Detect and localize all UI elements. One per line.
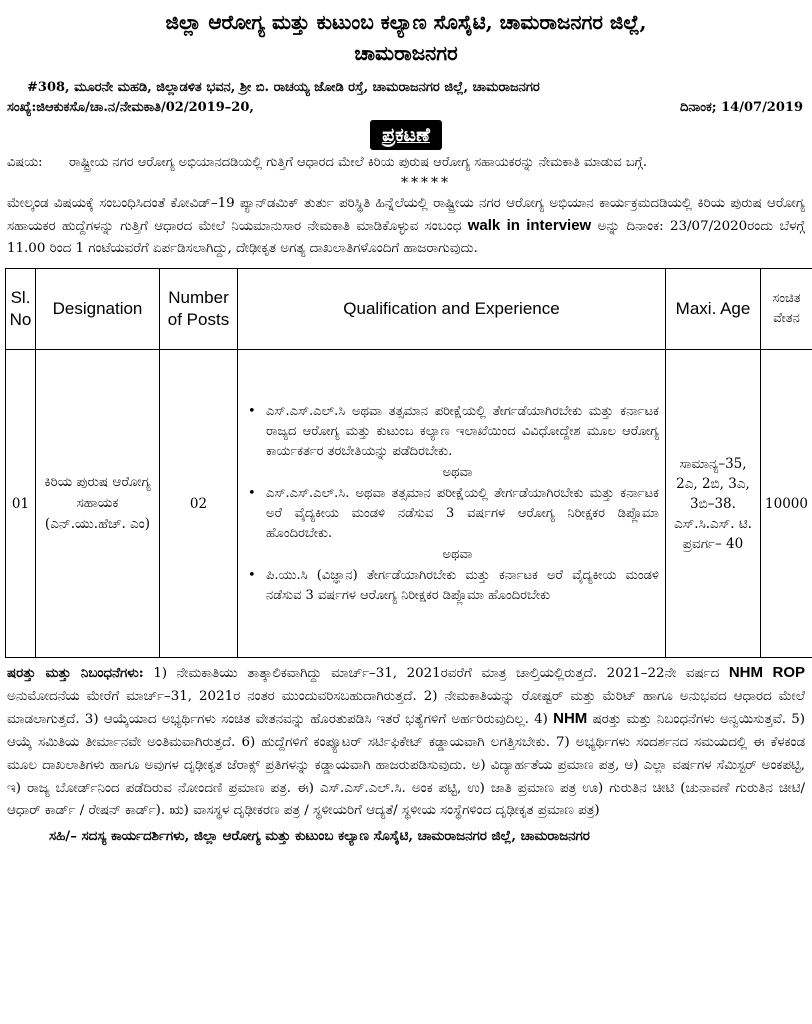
- terms-text-3: ಷರತ್ತು ಮತ್ತು ನಿಬಂಧನೆಗಳು ಅನ್ವಯಿಸುತ್ತವೆ. 5) ಆಯ್ಕೆ ಸಮಿತಿಯ ತೀರ್ಮಾನವೇ ಅಂತಿಮವಾಗಿರುತ್ತದೆ. 6) ಹುದ್ದೆಗಳಿಗೆ ಕಂಪ್ಯೂಟರ್ ಸರ್ಟಿಫಿಕೇಟ್ ಕಡ್ಡಾಯವಾಗಿ ಲಗತ್ತಿಸಬೇಕು. 7) ಅಭ್ಯರ್ಥಿಗಳು ಸಂದರ್ಶನದ ಸಮಯದಲ್ಲಿ ಈ ಕೆಳಕಂಡ ಮೂಲ ದಾಖಲಾತಿಗಳು ಹಾಗೂ ಅವುಗಳ ದೃಢೀಕೃತ ಜೆರಾಕ್ಸ್ ಪ್ರತಿಗಳನ್ನು ಕಡ್ಡಾಯವಾಗಿ ಹಾಜರುಪಡಿಸುವುದು. ಅ) ವಿದ್ಯಾರ್ಹತೆಯ ಪ್ರಮಾಣ ಪತ್ರ, ಆ) ಎಲ್ಲಾ ವರ್ಷಗಳ ಸೆಮಿಸ್ಟರ್ ಅಂಕಪಟ್ಟಿ, ಇ) ರಾಜ್ಯ ಬೋರ್ಡ್‌ನಿಂದ ಪಡೆದಿರುವ ನೋಂದಣಿ ಪ್ರಮಾಣ ಪತ್ರ. ಈ) ಎಸ್.ಎಸ್.ಎಲ್.ಸಿ. ಅಂಕ ಪಟ್ಟಿ, ಉ) ಜಾತಿ ಪ್ರಮಾಣ ಪತ್ರ ಊ) ಗುರುತಿನ ಚೀಟಿ (ಚುನಾವಣೆ ಗುರುತಿನ ಚೀಟಿ/ ಆಧಾರ್ ಕಾರ್ಡ್ / ರೇಷನ್ ಕಾರ್ಡ್). ಋ) ವಾಸಸ್ಥಳ ದೃಢೀಕರಣ ಪತ್ರ / ಸ್ಥಳೀಯರಿಗೆ ಆದ್ಯತೆ/ ಸ್ಥಳೀಯ ಸಂಸ್ಥೆಗಳಿಂದ ದೃಢೀಕೃತ ಪ್ರಮಾಣ ಪತ್ರ): [7, 712, 805, 819]
- intro-text-start: ಮೇಲ್ಕಂಡ ವಿಷಯಕ್ಕೆ ಸಂಬಂಧಿಸಿದಂತೆ ಕೋವಿಡ್–19 ಪ್ಯಾನ್‌ಡಮಿಕ್ ತುರ್ತು ಪರಿಸ್ಥಿತಿ ಹಿನ್ನೆಲೆಯಲ್ಲಿ ರಾಷ್ಟ್ರೀಯ ನಗರ ಆರೋಗ್ಯ ಅಭಿಯಾನ ಕಾರ್ಯಕ್ರಮದಡಿಯಲ್ಲಿ ಕಿರಿಯ ಪುರುಷ ಆರೋಗ್ಯ ಸಹಾಯಕರ ಹುದ್ದೆಗಳನ್ನು ಗುತ್ತಿಗೆ ಆಧಾರದ ಮೇಲೆ ನಿಯಮಾನುಸಾರ ನೇಮಕಾತಿ ಮಾಡಿಕೊಳ್ಳುವ ಸಂಬಂಧ: [7, 196, 805, 234]
- cell-pay: 10000: [761, 350, 812, 658]
- office-address: #308, ಮೂರನೇ ಮಹಡಿ, ಜಿಲ್ಲಾಡಳಿತ ಭವನ, ಶ್ರೀ ಬಿ. ರಾಚಯ್ಯ ಜೋಡಿ ರಸ್ತೆ, ಚಾಮರಾಜನಗರ ಜಿಲ್ಲೆ, ಚಾಮರಾಜನಗರ: [27, 80, 540, 95]
- header-designation: Designation: [36, 269, 160, 350]
- terms-label: ಷರತ್ತು ಮತ್ತು ನಿಬಂಧನೆಗಳು:: [7, 665, 144, 681]
- nhm-rop-text: NHM ROP: [728, 664, 806, 681]
- subject-label: ವಿಷಯ:: [7, 155, 43, 170]
- reference-line: [5, 98, 807, 118]
- notice-date: ದಿನಾಂಕ; 14/07/2019: [679, 100, 803, 115]
- qualification-list: [242, 402, 659, 606]
- table-row: [6, 350, 812, 658]
- qualification-option-1: • ಎಸ್.ಎಸ್.ಎಲ್.ಸಿ ಅಥವಾ ತತ್ಸಮಾನ ಪರೀಕ್ಷೆಯಲ್ಲಿ ತೇರ್ಗಡೆಯಾಗಿರಬೇಕು ಮತ್ತು ಕರ್ನಾಟಕ ರಾಜ್ಯದ ಆರೋಗ್ಯ ಮತ್ತು ಕುಟುಂಬ ಕಲ್ಯಾಣ ಇಲಾಖೆಯಿಂದ ವಿವಿಧೋದ್ದೇಶ ಮೂಲ ಆರೋಗ್ಯ ಕಾರ್ಯಕರ್ತರ ತರಬೇತಿಯನ್ನು ಪಡೆದಿರಬೇಕು.: [256, 402, 659, 462]
- header-max-age: Maxi. Age: [666, 269, 761, 350]
- header-pay: ಸಂಚಿತ ವೇತನ: [761, 269, 812, 350]
- or-separator-1: ಅಥವಾ: [442, 464, 473, 480]
- intro-text-end: ಅನ್ನು ದಿನಾಂಕ: 23/07/2020ರಂದು ಬೆಳಗ್ಗೆ 11.00 ರಿಂದ 1 ಗಂಟೆಯವರೆಗೆ ಏರ್ಪಡಿಸಲಾಗಿದ್ದು, ದೇಢೀಕೃತ ಅಗತ್ಯ ದಾಖಲಾತಿಗಳೊಂದಿಗೆ ಹಾಜರಾಗುವುದು.: [7, 219, 805, 256]
- cell-posts: 02: [160, 350, 238, 658]
- notice-badge: ಪ್ರಕಟಣೆ: [370, 120, 442, 150]
- reference-number: ಸಂಖ್ಯೆ:ಜಿಆಕುಕಸೊ/ಚಾ.ನ/ನೇಮಕಾತಿ/02/2019–20,: [7, 100, 254, 115]
- office-city: ಚಾಮರಾಜನಗರ: [354, 41, 458, 65]
- cell-designation: ಕಿರಿಯ ಪುರುಷ ಆರೋಗ್ಯ ಸಹಾಯಕ (ಎನ್.ಯು.ಹೆಚ್. ಎಂ): [36, 350, 160, 658]
- cell-max-age: ಸಾಮಾನ್ಯ–35, 2ಎ, 2ಬಿ, 3ಎ, 3ಬಿ–38. ಎಸ್.ಸಿ.ಎಸ್. ಟಿ. ಪ್ರವರ್ಗ– 40: [666, 350, 761, 658]
- header-qualification: Qualification and Experience: [238, 269, 666, 350]
- signature-line: ಸಹಿ/– ಸದಸ್ಯ ಕಾರ್ಯದರ್ಶಿಗಳು, ಜಿಲ್ಲಾ ಆರೋಗ್ಯ ಮತ್ತು ಕುಟುಂಬ ಕಲ್ಯಾಣ ಸೊಸೈಟಿ, ಚಾಮರಾಜನಗರ ಜಿಲ್ಲೆ, ಚಾಮರಾಜನಗರ: [49, 827, 590, 844]
- office-title: ಜಿಲ್ಲಾ ಆರೋಗ್ಯ ಮತ್ತು ಕುಟುಂಬ ಕಲ್ಯಾಣ ಸೊಸೈಟಿ, ಚಾಮರಾಜನಗರ ಜಿಲ್ಲೆ,: [165, 10, 647, 34]
- posts-table: [5, 268, 812, 658]
- qualification-option-2: • ಎಸ್.ಎಸ್.ಎಲ್.ಸಿ. ಅಥವಾ ತತ್ಸಮಾನ ಪರೀಕ್ಷೆಯಲ್ಲಿ ತೇರ್ಗಡೆಯಾಗಿರಬೇಕು ಮತ್ತು ಕರ್ನಾಟಕ ಅರೆ ವೈದ್ಯಕೀಯ ಮಂಡಳಿ ನಡೆಸುವ 3 ವರ್ಷಗಳ ಆರೋಗ್ಯ ನಿರೀಕ್ಷಕರ ಡಿಪ್ಲೊಮಾ ಹೊಂದಿರಬೇಕು.: [256, 484, 659, 544]
- terms-text-1: 1) ನೇಮಕಾತಿಯು ತಾತ್ಕಾಲಿಕವಾಗಿದ್ದು ಮಾರ್ಚ್–31, 2021ರವರೆಗೆ ಮಾತ್ರ ಚಾಲ್ತಿಯಲ್ಲಿರುತ್ತದೆ. 2021–22ನೇ ವರ್ಷದ: [143, 666, 729, 681]
- subject-text: ರಾಷ್ಟ್ರೀಯ ನಗರ ಆರೋಗ್ಯ ಅಭಿಯಾನದಡಿಯಲ್ಲಿ ಗುತ್ತಿಗೆ ಆಧಾರದ ಮೇಲೆ ಕಿರಿಯ ಪುರುಷ ಆರೋಗ್ಯ ಸಹಾಯಕರನ್ನು ನೇಮಕಾತಿ ಮಾಡುವ ಬಗ್ಗೆ.: [69, 155, 648, 170]
- walk-in-interview-text: walk in interview: [467, 217, 592, 234]
- separator-stars: *****: [401, 175, 451, 191]
- or-separator-2: ಅಥವಾ: [442, 546, 473, 562]
- intro-paragraph: [5, 193, 807, 260]
- nhm-text: NHM: [553, 710, 588, 728]
- terms-and-conditions: [5, 662, 807, 823]
- table-header-row: [6, 269, 812, 350]
- subject-block: [5, 152, 807, 173]
- header-sl-no: Sl. No: [6, 269, 36, 350]
- cell-qualification: [238, 350, 666, 658]
- qualification-option-3: • ಪಿ.ಯು.ಸಿ (ವಿಜ್ಞಾನ) ತೇರ್ಗಡೆಯಾಗಿರಬೇಕು ಮತ್ತು ಕರ್ನಾಟಕ ಅರೆ ವೈದ್ಯಕೀಯ ಮಂಡಳಿ ನಡೆಸುವ 3 ವರ್ಷಗಳ ಆರೋಗ್ಯ ನಿರೀಕ್ಷಕರ ಡಿಪ್ಲೊಮಾ ಹೊಂದಿರಬೇಕು: [256, 566, 659, 606]
- notice-badge-wrap: [5, 120, 807, 150]
- header-number-of-posts: Number of Posts: [160, 269, 238, 350]
- cell-sl-no: 01: [6, 350, 36, 658]
- terms-text-2: ಅನುಮೋದನೆಯ ಮೇರೆಗೆ ಮಾರ್ಚ್–31, 2021ರ ನಂತರ ಮುಂದುವರಿಸಬಹುದಾಗಿರುತ್ತದೆ. 2) ನೇಮಕಾತಿಯನ್ನು ರೋಷ್ಟರ್ ಮತ್ತು ಮೆರಿಟ್ ಹಾಗೂ ಅನುಭವದ ಆಧಾರದ ಮೇಲೆ ಮಾಡಲಾಗುತ್ತದೆ. 3) ಆಯ್ಕೆಯಾದ ಅಭ್ಯರ್ಥಿಗಳು ಸಂಚಿತ ವೇತನವನ್ನು ಹೊರತುಪಡಿಸಿ ಇತರೆ ಭತ್ಯೆಗಳಿಗೆ ಅರ್ಹರಿರುವುದಿಲ್ಲ. 4): [7, 688, 805, 728]
